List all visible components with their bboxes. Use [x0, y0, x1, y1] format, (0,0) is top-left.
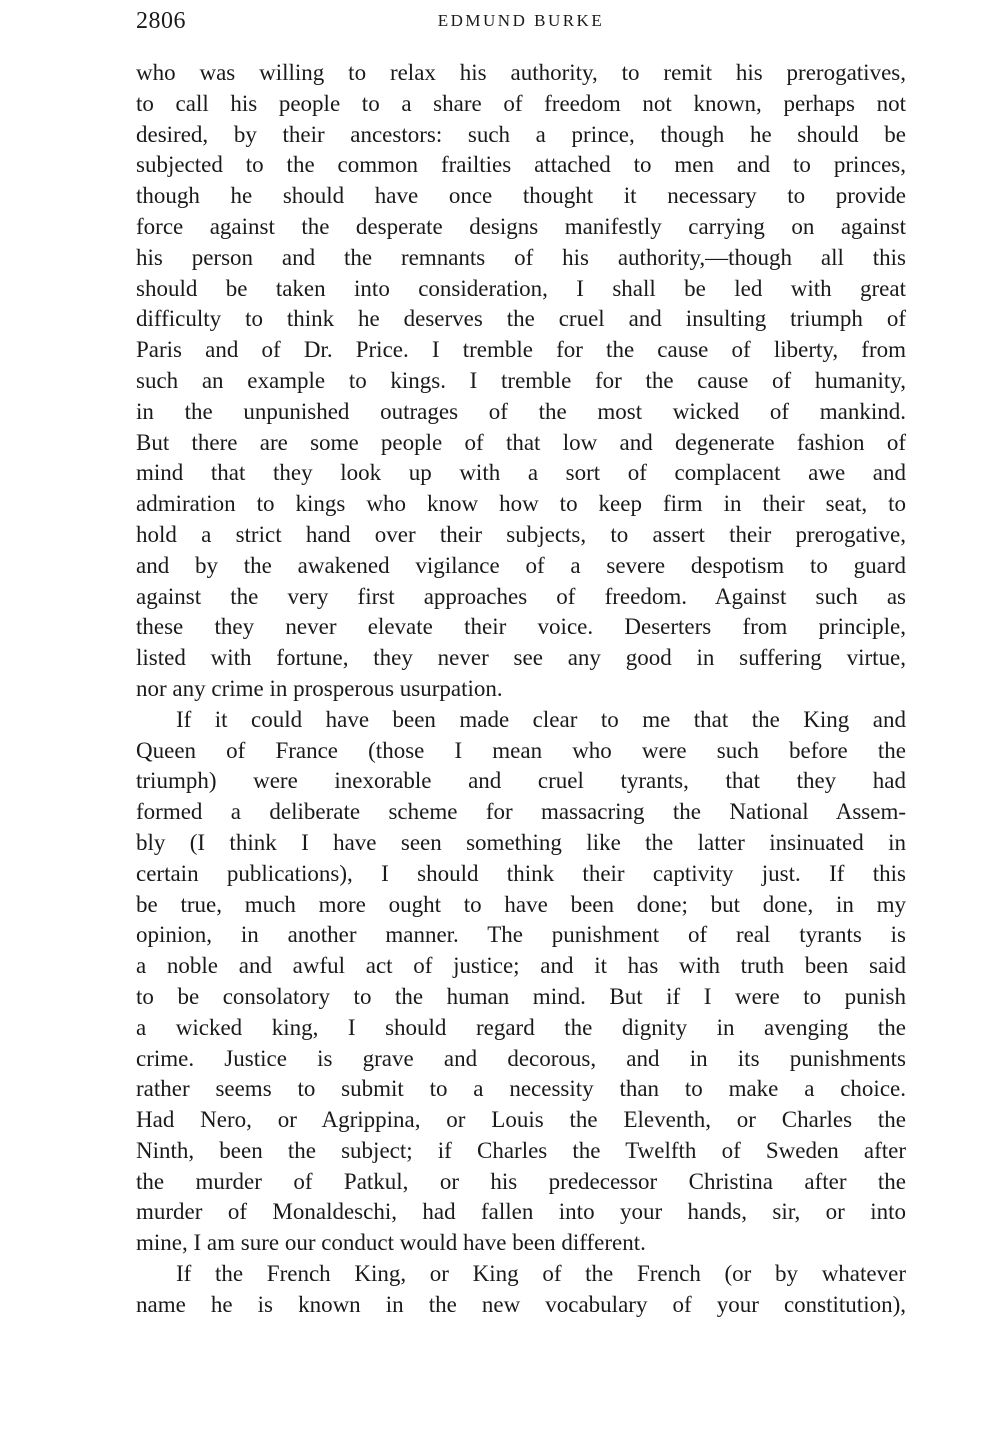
text-line: a noble and awful act of justice; and it has with truth been said: [136, 953, 906, 979]
text-line: to be consolatory to the human mind. But if I were to punish: [136, 983, 906, 1009]
text-line: be true, much more ought to have been done; but done, in my: [136, 891, 906, 917]
text-line: If it could have been made clear to me that the King and: [176, 706, 906, 732]
text-line: If the French King, or King of the French (or by whatever: [176, 1261, 906, 1287]
text-line: Queen of France (those I mean who were such before the: [136, 737, 906, 763]
text-line: mine, I am sure our conduct would have been different.: [136, 1230, 646, 1256]
text-line: his person and the remnants of his authority,—though all this: [136, 244, 906, 270]
text-line: in the unpunished outrages of the most wicked of mankind.: [136, 398, 906, 424]
text-line: to call his people to a share of freedom not known, perhaps not: [136, 90, 906, 116]
body-text: [136, 58, 906, 1321]
text-line: such an example to kings. I tremble for the cause of humanity,: [136, 367, 906, 393]
text-line: the murder of Patkul, or his predecessor Christina after the: [136, 1168, 906, 1194]
text-line: certain publications), I should think their captivity just. If this: [136, 860, 906, 886]
text-line: mind that they look up with a sort of complacent awe and: [136, 460, 906, 486]
text-line: force against the desperate designs manifestly carrying on against: [136, 213, 906, 239]
text-line: opinion, in another manner. The punishment of real tyrants is: [136, 922, 906, 948]
text-line: nor any crime in prosperous usurpation.: [136, 675, 503, 701]
text-line: a wicked king, I should regard the dignity in avenging the: [136, 1014, 906, 1040]
text-line: desired, by their ancestors: such a prince, though he should be: [136, 121, 906, 147]
paragraph-1: [136, 58, 906, 705]
text-line: rather seems to submit to a necessity than to make a choice.: [136, 1076, 906, 1102]
text-line: subjected to the common frailties attached to men and to princes,: [136, 152, 906, 178]
text-line: crime. Justice is grave and decorous, and in its punishments: [136, 1045, 906, 1071]
text-line: these they never elevate their voice. Deserters from principle,: [136, 614, 906, 640]
text-line: against the very first approaches of freedom. Against such as: [136, 583, 906, 609]
text-line: bly (I think I have seen something like the latter insinuated in: [136, 829, 906, 855]
text-line: Ninth, been the subject; if Charles the Twelfth of Sweden after: [136, 1137, 906, 1163]
paragraph-2: [136, 705, 906, 1259]
text-line: formed a deliberate scheme for massacring the National Assem-: [136, 799, 906, 825]
page-header: [136, 8, 906, 40]
text-line: should be taken into consideration, I shall be led with great: [136, 275, 906, 301]
text-line: hold a strict hand over their subjects, to assert their prerogative,: [136, 521, 906, 547]
text-line: though he should have once thought it necessary to provide: [136, 183, 906, 209]
text-line: murder of Monaldeschi, had fallen into your hands, sir, or into: [136, 1199, 906, 1225]
text-line: who was willing to relax his authority, to remit his prerogatives,: [136, 60, 906, 85]
running-head: EDMUND BURKE: [437, 11, 605, 30]
page-number: 2806: [136, 8, 186, 34]
text-line: admiration to kings who know how to keep firm in their seat, to: [136, 491, 906, 517]
text-line: listed with fortune, they never see any good in suffering virtue,: [136, 645, 906, 671]
paragraph-3: [136, 1259, 906, 1321]
text-line: Paris and of Dr. Price. I tremble for the cause of liberty, from: [136, 337, 906, 363]
text-line: But there are some people of that low and degenerate fashion of: [136, 429, 906, 455]
text-line: difficulty to think he deserves the cruel and insulting triumph of: [136, 306, 906, 332]
text-line: and by the awakened vigilance of a severe despotism to guard: [136, 552, 906, 578]
text-line: name he is known in the new vocabulary of your constitution),: [136, 1291, 906, 1317]
text-line: triumph) were inexorable and cruel tyrants, that they had: [136, 768, 906, 794]
text-line: Had Nero, or Agrippina, or Louis the Eleventh, or Charles the: [136, 1107, 906, 1133]
